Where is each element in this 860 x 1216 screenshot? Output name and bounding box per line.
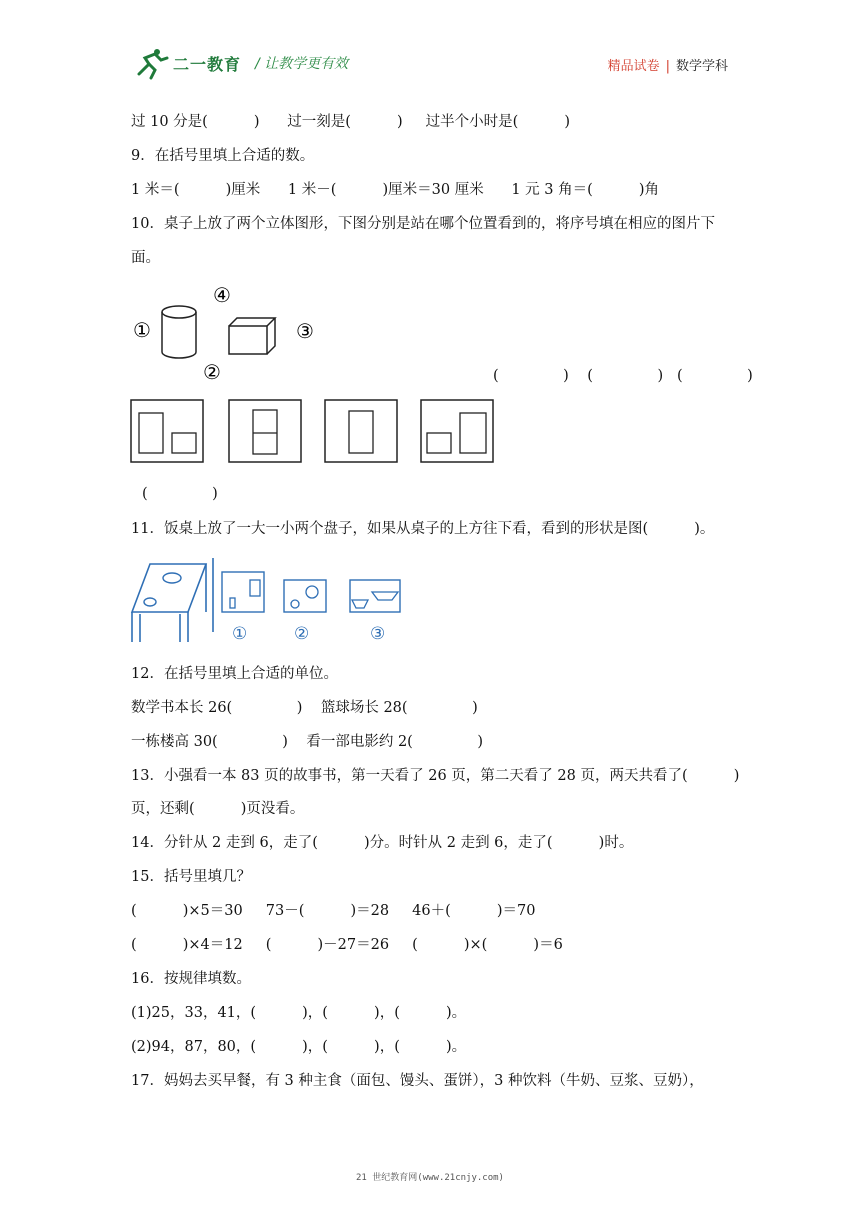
cylinder-bottom — [162, 352, 196, 358]
option-1-small — [230, 598, 235, 608]
question-10-answer-last: ( ) — [142, 486, 218, 502]
view-2-frame — [229, 400, 301, 462]
question-17: 17．妈妈去买早餐，有 3 种主食（面包、馒头、蛋饼），3 种饮料（牛奶、豆浆、豆奶）， — [131, 1073, 704, 1089]
question-15-b: ( )×4＝12 ( )－27＝26 ( )×( )＝6 — [131, 937, 563, 953]
logo — [135, 48, 245, 80]
header-separator: | — [665, 59, 670, 74]
question-12: 12．在括号里填上合适的单位。 — [131, 666, 338, 682]
cube-top — [229, 318, 275, 326]
cylinder-top — [162, 306, 196, 318]
cube-front — [229, 326, 267, 354]
question-14: 14．分针从 2 走到 6，走了( )分。时针从 2 走到 6，走了( )时。 — [131, 835, 634, 851]
time-line: 过 10 分是( ) 过一刻是( ) 过半个小时是( ) — [131, 114, 571, 130]
table-top — [132, 564, 206, 612]
cube-side — [267, 318, 275, 354]
option-2-small — [291, 600, 299, 608]
question-10-answers: ( ) ( ) ( ) — [493, 368, 753, 384]
question-12-a: 数学书本长 26( ) 篮球场长 28( ) — [131, 700, 478, 716]
figure-11-plates — [128, 556, 408, 646]
question-10-b: 面。 — [131, 250, 160, 266]
option-1-big — [250, 580, 260, 596]
big-plate — [163, 573, 181, 583]
question-9-body: 1 米＝( )厘米 1 米－( )厘米＝30 厘米 1 元 3 角＝( )角 — [131, 182, 660, 198]
option-1-frame — [222, 572, 264, 612]
option-3-big — [372, 592, 398, 600]
logo-text: 二一教育 — [173, 55, 242, 74]
view-1-tall — [139, 413, 163, 453]
question-13-a: 13．小强看一本 83 页的故事书，第一天看了 26 页，第二天看了 28 页，两天共看了( ) — [131, 768, 740, 784]
question-16-b: (2)94，87，80，( )，( )，( )。 — [131, 1039, 467, 1055]
runner-logo-icon — [135, 48, 171, 80]
option-2-big — [306, 586, 318, 598]
small-plate — [144, 598, 156, 606]
question-13-b: 页，还剩( )页没看。 — [131, 801, 305, 817]
header-label-quality: 精品试卷 — [607, 59, 660, 74]
question-10-a: 10．桌子上放了两个立体图形，下图分别是站在哪个位置看到的，将序号填在相应的图片下 — [131, 216, 715, 232]
page-footer: 21 世纪教育网(www.21cnjy.com) — [356, 1173, 504, 1183]
slogan: / 让教学更有效 — [255, 56, 349, 72]
header-label-subject: 数学学科 — [675, 59, 728, 74]
figure-10-views — [130, 399, 495, 465]
option-2-frame — [284, 580, 326, 612]
question-16: 16．按规律填数。 — [131, 971, 251, 987]
option-2-label: ② — [294, 624, 310, 644]
figure-10-positions — [125, 280, 335, 390]
position-label-4: ④ — [213, 283, 231, 307]
question-15-a: ( )×5＝30 73－( )＝28 46＋( )＝70 — [131, 903, 536, 919]
option-1-label: ① — [232, 624, 248, 644]
view-4-tall — [460, 413, 486, 453]
option-3-small — [352, 600, 368, 608]
view-4-small — [427, 433, 451, 453]
question-16-a: (1)25，33，41，( )，( )，( )。 — [131, 1005, 467, 1021]
view-1-small — [172, 433, 196, 453]
question-15: 15．括号里填几？ — [131, 869, 251, 885]
position-label-1: ① — [133, 318, 151, 342]
position-label-3: ③ — [296, 319, 314, 343]
option-3-label: ③ — [370, 624, 386, 644]
question-9: 9．在括号里填上合适的数。 — [131, 148, 315, 164]
position-label-2: ② — [203, 360, 221, 384]
view-2-tall — [253, 410, 277, 454]
header-subject — [608, 55, 728, 74]
page-header — [0, 0, 860, 100]
question-11: 11．饭桌上放了一大一小两个盘子，如果从桌子的上方往下看，看到的形状是图( )。 — [131, 521, 715, 537]
view-3-tall — [349, 411, 373, 453]
question-12-b: 一栋楼高 30( ) 看一部电影约 2( ) — [131, 734, 484, 750]
